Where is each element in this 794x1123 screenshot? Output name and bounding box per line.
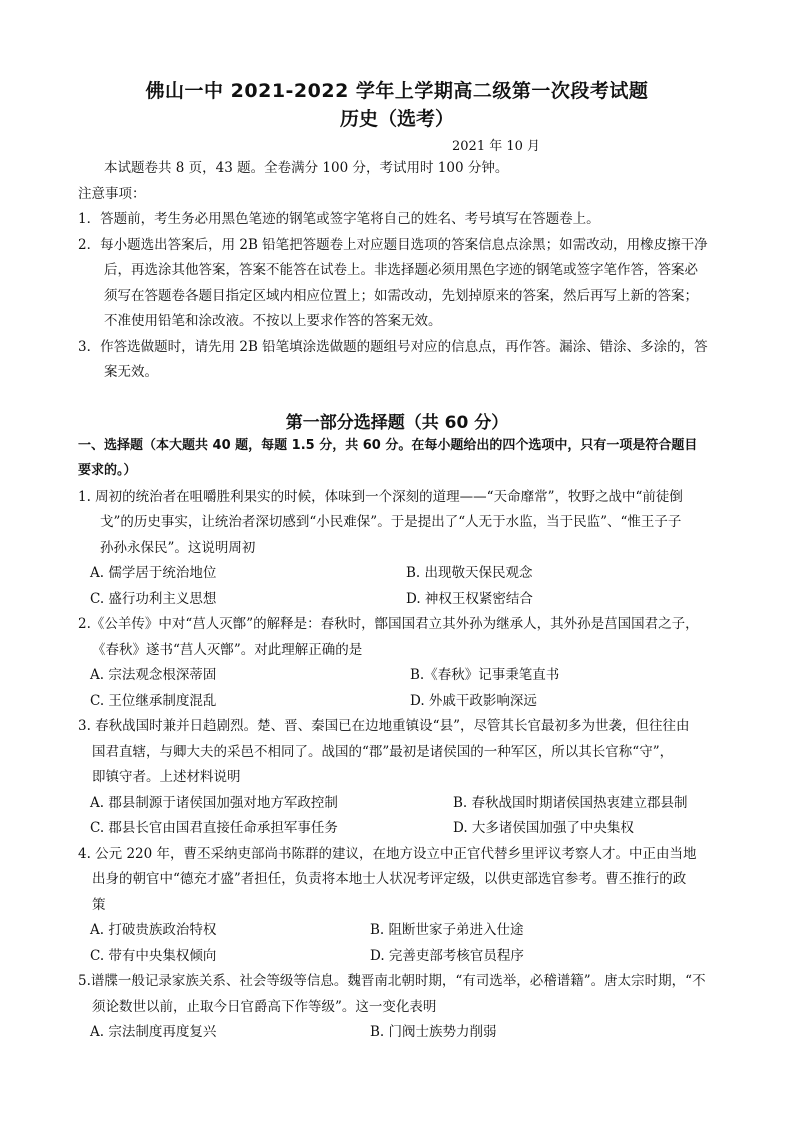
- note-line: 不准使用铅笔和涂改液。不按以上要求作答的答案无效。: [104, 313, 442, 329]
- option-d[interactable]: D. 神权王权紧密结合: [406, 591, 533, 607]
- note-line: 1．答题前，考生务必用黑色笔迹的钢笔或签字笔将自己的姓名、考号填写在答题卷上。: [78, 211, 600, 227]
- option-a[interactable]: A. 宗法观念根深蒂固: [90, 667, 217, 683]
- question-text: 出身的朝官中“德充才盛”者担任，负责将本地士人状况考评定级，以供吏部选官参考。曹丕推行的政: [92, 871, 687, 887]
- notes-heading: 注意事项：: [78, 186, 146, 202]
- option-b[interactable]: B. 阻断世家子弟进入仕途: [370, 922, 524, 938]
- question-text: 即镇守者。上述材料说明: [92, 769, 241, 785]
- option-b[interactable]: B. 出现敬天保民观念: [406, 565, 533, 581]
- section-instruction: 一、选择题（本大题共 40 题，每题 1.5 分，共 60 分。在每小题给出的四个选项中，只有一项是符合题目: [78, 438, 698, 453]
- note-line: 须写在答题卷各题目指定区域内相应位置上；如需改动，先划掉原来的答案，然后再写上新的答案；: [104, 288, 698, 304]
- option-c[interactable]: C. 王位继承制度混乱: [90, 693, 217, 709]
- question-text: 策: [92, 897, 106, 913]
- intro-text: 本试题卷共 8 页，43 题。全卷满分 100 分，考试用时 100 分钟。: [104, 160, 509, 176]
- section-instruction: 要求的。）: [78, 463, 137, 478]
- note-line: 后，再选涂其他答案，答案不能答在试卷上。非选择题必须用黑色字迹的钢笔或签字笔作答，答案必: [104, 262, 698, 278]
- exam-date: 2021 年 10 月: [452, 139, 541, 154]
- exam-subtitle: 历史（选考）: [339, 108, 454, 130]
- note-line: 3．作答选做题时，请先用 2B 铅笔填涂选做题的题组号对应的信息点，再作答。漏涂、错涂、多涂的，答: [78, 339, 708, 355]
- option-d[interactable]: D. 外戚干政影响深远: [410, 693, 537, 709]
- option-b[interactable]: B. 门阀士族势力削弱: [370, 1024, 497, 1040]
- exam-title: 佛山一中 2021-2022 学年上学期高二级第一次段考试题: [145, 80, 649, 102]
- option-b[interactable]: B.《春秋》记事秉笔直书: [410, 667, 560, 683]
- question-text: 4. 公元 220 年，曹丕采纳吏部尚书陈群的建议，在地方设立中正官代替乡里评议考察人才。中正由当地: [78, 846, 697, 862]
- option-d[interactable]: D. 大多诸侯国加强了中央集权: [453, 820, 634, 836]
- section-title: 第一部分选择题（共 60 分）: [285, 413, 509, 433]
- option-d[interactable]: D. 完善吏部考核官员程序: [370, 948, 524, 964]
- question-text: 1. 周初的统治者在咀嚼胜利果实的时候，体味到一个深刻的道理——“天命靡常”，牧野之战中“前徒倒: [78, 489, 683, 505]
- note-line: 案无效。: [104, 364, 158, 380]
- question-text: 《春秋》遂书“莒人灭鄫”。对此理解正确的是: [92, 642, 363, 658]
- option-a[interactable]: A. 郡县制源于诸侯国加强对地方军政控制: [90, 795, 338, 811]
- option-c[interactable]: C. 带有中央集权倾向: [90, 948, 217, 964]
- option-b[interactable]: B. 春秋战国时期诸侯国热衷建立郡县制: [453, 795, 688, 811]
- option-c[interactable]: C. 盛行功利主义思想: [90, 591, 217, 607]
- option-c[interactable]: C. 郡县长官由国君直接任命承担军事任务: [90, 820, 338, 836]
- option-a[interactable]: A. 打破贵族政治特权: [90, 922, 217, 938]
- question-text: 国君直辖，与卿大夫的采邑不相同了。战国的“郡”最初是诸侯国的一种军区，所以其长官称“守”，: [92, 744, 674, 760]
- question-text: 戈”的历史事实，让统治者深切感到“小民难保”。于是提出了“人无于水监，当于民监”、“惟王子子: [100, 514, 682, 530]
- option-a[interactable]: A. 儒学居于统治地位: [90, 565, 217, 581]
- option-a[interactable]: A. 宗法制度再度复兴: [90, 1024, 217, 1040]
- question-text: 5.谱牒一般记录家族关系、社会等级等信息。魏晋南北朝时期，“有司选举，必稽谱籍”。唐太宗时期，“不: [78, 973, 706, 989]
- question-text: 2.《公羊传》中对“莒人灭鄫”的解释是：春秋时，鄫国国君立其外孙为继承人，其外孙是莒国国君之子，: [78, 616, 699, 632]
- note-line: 2．每小题选出答案后，用 2B 铅笔把答题卷上对应题目选项的答案信息点涂黑；如需改动，用橡皮擦干净: [78, 237, 708, 253]
- question-text: 孙孙永保民”。这说明周初: [100, 540, 256, 556]
- question-text: 3. 春秋战国时兼并日趋剧烈。楚、晋、秦国已在边地重镇设“县”，尽管其长官最初多为世袭，但往往由: [78, 718, 690, 734]
- question-text: 须论数世以前，止取今日官爵高下作等级”。这一变化表明: [92, 999, 437, 1015]
